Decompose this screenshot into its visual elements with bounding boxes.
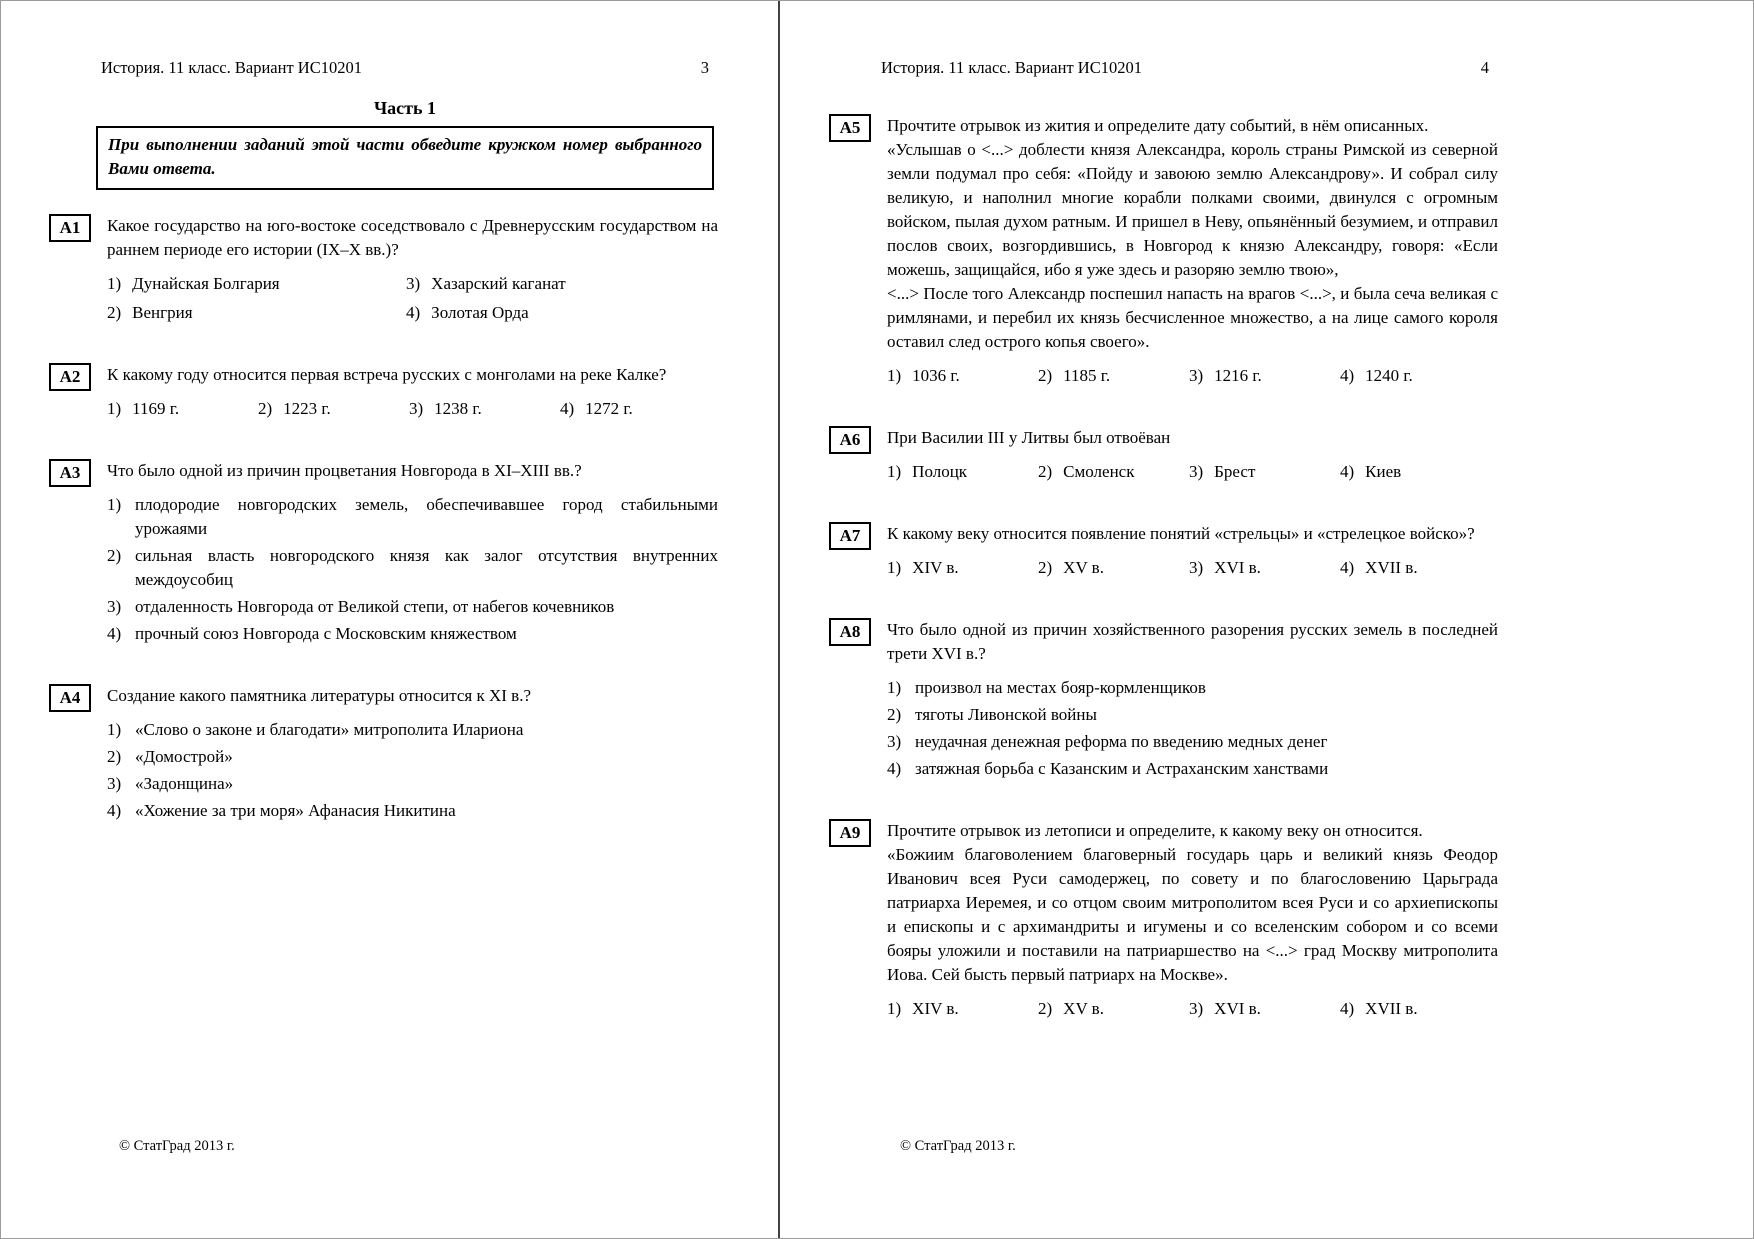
option-text: плодородие новгородских земель, обеспечивавшее город стабильными урожаями: [135, 495, 718, 538]
answer-option-1[interactable]: [107, 272, 406, 296]
option-number: 2): [1038, 558, 1053, 577]
question-number-box: А7: [829, 522, 871, 550]
question-text: При Василии III у Литвы был отвоёван: [887, 428, 1171, 447]
page-number: 4: [1480, 58, 1489, 77]
answer-option-1[interactable]: [107, 397, 258, 421]
answer-options: [887, 460, 1498, 484]
answer-option-4[interactable]: [107, 799, 718, 823]
option-number: 2): [1038, 999, 1053, 1018]
option-text: неудачная денежная реформа по введению медных денег: [915, 732, 1328, 751]
answer-option-2[interactable]: [1038, 997, 1189, 1021]
answer-option-4[interactable]: [1340, 364, 1498, 388]
document-title: История. 11 класс. Вариант ИС10201: [881, 58, 1142, 77]
answer-option-4[interactable]: [887, 757, 1498, 781]
option-number: 1): [887, 366, 902, 385]
answer-options: [107, 272, 718, 325]
answer-options: [107, 397, 718, 421]
option-number: 2): [107, 546, 122, 565]
question-body: [887, 618, 1498, 781]
option-text: 1185 г.: [1063, 366, 1111, 385]
question-text: Что было одной из причин хозяйственного разорения русских земель в последней трети XVI в.?: [887, 620, 1498, 663]
answer-option-1[interactable]: [107, 718, 718, 742]
option-text: «Домострой»: [135, 747, 233, 766]
answer-option-3[interactable]: [107, 595, 718, 619]
option-text: Золотая Орда: [431, 303, 529, 322]
option-text: затяжная борьба с Казанским и Астраханским ханствами: [915, 759, 1329, 778]
question-body: [107, 214, 718, 325]
answer-options: [107, 718, 718, 823]
question-А6: [829, 426, 1498, 484]
answer-option-1[interactable]: [887, 676, 1498, 700]
question-text: Что было одной из причин процветания Новгорода в XI–XIII вв.?: [107, 461, 582, 480]
question-number-box: А1: [49, 214, 91, 242]
answer-option-2[interactable]: [258, 397, 409, 421]
question-text: К какому году относится первая встреча русских с монголами на реке Калке?: [107, 365, 667, 384]
question-body: [107, 684, 718, 823]
answer-option-1[interactable]: [887, 997, 1038, 1021]
option-number: 3): [409, 399, 424, 418]
option-number: 4): [1340, 462, 1355, 481]
option-number: 1): [887, 558, 902, 577]
option-number: 2): [1038, 462, 1053, 481]
answer-option-2[interactable]: [107, 745, 718, 769]
option-number: 4): [107, 624, 122, 643]
option-number: 3): [1189, 558, 1204, 577]
question-number-box: А3: [49, 459, 91, 487]
question-А2: [49, 363, 718, 421]
question-А1: [49, 214, 718, 325]
answer-option-2[interactable]: [107, 544, 718, 592]
option-text: сильная власть новгородского князя как залог отсутствия внутренних междоусобиц: [135, 546, 718, 589]
question-text: <...> После того Александр поспешил напасть на врагов <...>, и была сеча великая с римлянами, и перебил их князь бесчисленное множество, а на лице самого короля оставил след острого копья своего».: [887, 284, 1498, 351]
page-number: 3: [700, 58, 709, 77]
option-number: 2): [107, 747, 122, 766]
option-text: XVI в.: [1214, 999, 1261, 1018]
answer-option-4[interactable]: [560, 397, 718, 421]
answer-option-3[interactable]: [1189, 364, 1340, 388]
question-text: Создание какого памятника литературы относится к XI в.?: [107, 686, 531, 705]
option-text: 1272 г.: [585, 399, 633, 418]
option-text: XVI в.: [1214, 558, 1261, 577]
page-3: [1, 1, 778, 1238]
option-text: XIV в.: [912, 999, 959, 1018]
option-text: Дунайская Болгария: [132, 274, 280, 293]
answer-options: [107, 493, 718, 646]
option-text: 1238 г.: [434, 399, 482, 418]
answer-option-3[interactable]: [107, 772, 718, 796]
question-А4: [49, 684, 718, 823]
option-number: 3): [406, 274, 421, 293]
option-number: 1): [107, 399, 122, 418]
answer-options: [887, 364, 1498, 388]
option-text: Полоцк: [912, 462, 968, 481]
option-number: 3): [887, 732, 902, 751]
question-text: «Услышав о <...> доблести князя Александра, король страны Римской из северной земли подумал про себя: «Пойду и завоюю землю Александрову». И собрал силу великую, и наполнил многие корабли полками своими, двинулся с огромным войском, пылая духом ратным. И пришел в Неву, опьянённый безумием, и отправил послов своих, возгордившись, в Новгород к князю Александру, говоря: «Если можешь, защищайся, ибо я уже здесь и разоряю землю твою»,: [887, 140, 1498, 279]
question-body: [107, 459, 718, 646]
option-text: «Задонщина»: [135, 774, 234, 793]
option-number: 1): [887, 462, 902, 481]
page-header: [101, 56, 709, 80]
option-text: Хазарский каганат: [431, 274, 566, 293]
option-text: «Слово о законе и благодати» митрополита Илариона: [135, 720, 524, 739]
option-number: 3): [107, 597, 122, 616]
answer-option-2[interactable]: [1038, 556, 1189, 580]
option-number: 3): [1189, 462, 1204, 481]
option-number: 1): [887, 678, 902, 697]
option-number: 4): [107, 801, 122, 820]
option-text: XV в.: [1063, 558, 1104, 577]
answer-option-2[interactable]: [1038, 364, 1189, 388]
option-text: Брест: [1214, 462, 1256, 481]
option-text: отдаленность Новгорода от Великой степи, от набегов кочевников: [135, 597, 615, 616]
question-number-box: А6: [829, 426, 871, 454]
answer-option-4[interactable]: [1340, 460, 1498, 484]
question-number-box: А8: [829, 618, 871, 646]
option-text: XIV в.: [912, 558, 959, 577]
answer-option-1[interactable]: [887, 364, 1038, 388]
page-header: [881, 56, 1489, 80]
option-text: 1216 г.: [1214, 366, 1262, 385]
option-number: 4): [1340, 999, 1355, 1018]
question-А8: [829, 618, 1498, 781]
question-body: [107, 363, 718, 421]
option-text: XV в.: [1063, 999, 1104, 1018]
answer-option-3[interactable]: [406, 272, 718, 296]
question-text: К какому веку относится появление понятий «стрельцы» и «стрелецкое войско»?: [887, 524, 1475, 543]
answer-option-4[interactable]: [107, 622, 718, 646]
option-number: 2): [1038, 366, 1053, 385]
option-text: прочный союз Новгорода с Московским княжеством: [135, 624, 517, 643]
answer-option-3[interactable]: [1189, 556, 1340, 580]
answer-option-3[interactable]: [1189, 997, 1340, 1021]
question-number-box: А2: [49, 363, 91, 391]
page-footer-copyright: © СтатГрад 2013 г.: [119, 1138, 235, 1154]
question-text: Прочтите отрывок из жития и определите дату событий, в нём описанных.: [887, 116, 1429, 135]
option-number: 4): [1340, 366, 1355, 385]
question-number-box: А5: [829, 114, 871, 142]
option-text: 1240 г.: [1365, 366, 1413, 385]
question-А3: [49, 459, 718, 646]
option-number: 1): [107, 495, 122, 514]
answer-option-1[interactable]: [887, 460, 1038, 484]
instruction-box: При выполнении заданий этой части обведите кружком номер выбранного Вами ответа.: [96, 126, 714, 190]
questions-container: [829, 114, 1498, 1021]
option-text: Смоленск: [1063, 462, 1135, 481]
answer-options: [887, 676, 1498, 781]
answer-option-1[interactable]: [107, 493, 718, 541]
question-text: Какое государство на юго-востоке соседствовало с Древнерусским государством на раннем периоде его истории (IX–X вв.)?: [107, 216, 718, 259]
option-number: 2): [107, 303, 122, 322]
question-number-box: А4: [49, 684, 91, 712]
question-number-box: А9: [829, 819, 871, 847]
option-number: 3): [1189, 999, 1204, 1018]
option-number: 2): [887, 705, 902, 724]
question-text: Прочтите отрывок из летописи и определите, к какому веку он относится.: [887, 821, 1423, 840]
answer-option-4[interactable]: [1340, 997, 1498, 1021]
option-number: 1): [107, 720, 122, 739]
option-number: 4): [887, 759, 902, 778]
document-title: История. 11 класс. Вариант ИС10201: [101, 58, 362, 77]
answer-option-3[interactable]: [1189, 460, 1340, 484]
part-title: Часть 1: [373, 98, 437, 118]
answer-options: [887, 997, 1498, 1021]
option-text: XVII в.: [1365, 999, 1418, 1018]
option-text: 1223 г.: [283, 399, 331, 418]
question-text: «Божиим благоволением благоверный государь царь и великий князь Феодор Иванович всея Руси самодержец, по совету и по благословению Царьграда патриарха Иеремея, и со отцом своим митрополитом всея Руси и со архиепископы и епископы и с архимандриты и игумены и со вселенским собором и со всеми бояры уложили и поставили на патриаршество на <...> град Москву митрополита Иова. Сей бысть первый патриарх на Москве».: [887, 845, 1498, 984]
answer-option-2[interactable]: [887, 703, 1498, 727]
answer-option-2[interactable]: [1038, 460, 1189, 484]
question-А7: [829, 522, 1498, 580]
answer-option-1[interactable]: [887, 556, 1038, 580]
option-text: произвол на местах бояр-кормленщиков: [915, 678, 1206, 697]
answer-option-4[interactable]: [1340, 556, 1498, 580]
question-А9: [829, 819, 1498, 1021]
option-text: Венгрия: [132, 303, 193, 322]
option-number: 4): [1340, 558, 1355, 577]
question-body: [887, 819, 1498, 1021]
question-А5: [829, 114, 1498, 388]
option-number: 4): [560, 399, 575, 418]
option-text: Киев: [1365, 462, 1402, 481]
option-number: 2): [258, 399, 273, 418]
page-footer-copyright: © СтатГрад 2013 г.: [900, 1138, 1016, 1154]
answer-option-4[interactable]: [406, 301, 718, 325]
question-body: [887, 522, 1498, 580]
option-number: 1): [107, 274, 122, 293]
option-text: «Хожение за три моря» Афанасия Никитина: [135, 801, 456, 820]
option-number: 1): [887, 999, 902, 1018]
option-number: 3): [107, 774, 122, 793]
question-body: [887, 426, 1498, 484]
answer-option-3[interactable]: [409, 397, 560, 421]
option-number: 3): [1189, 366, 1204, 385]
option-text: 1036 г.: [912, 366, 960, 385]
answer-options: [887, 556, 1498, 580]
page-4: [780, 1, 1754, 1238]
option-text: XVII в.: [1365, 558, 1418, 577]
questions-container: [49, 214, 718, 823]
option-text: тяготы Ливонской войны: [915, 705, 1097, 724]
option-number: 4): [406, 303, 421, 322]
question-body: [887, 114, 1498, 388]
option-text: 1169 г.: [132, 399, 180, 418]
answer-option-3[interactable]: [887, 730, 1498, 754]
answer-option-2[interactable]: [107, 301, 406, 325]
